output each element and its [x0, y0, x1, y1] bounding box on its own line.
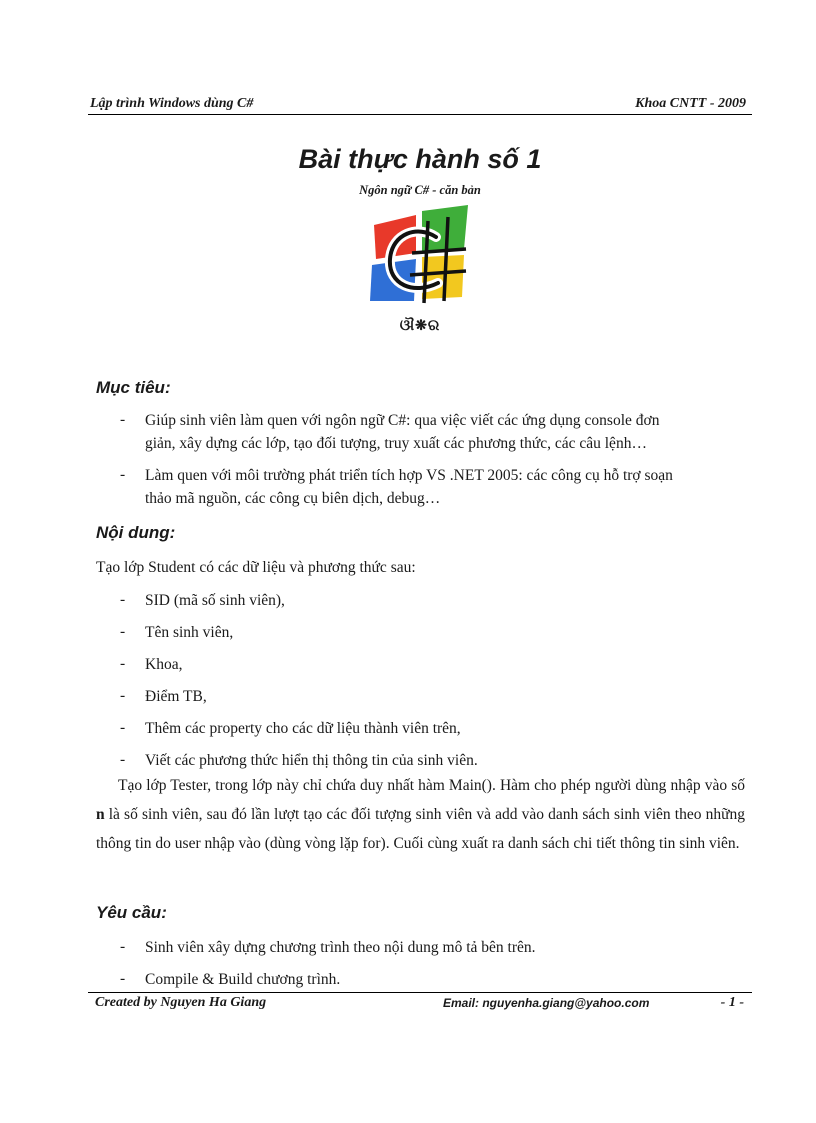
bullet-dash: -: [120, 623, 126, 640]
heading-objectives: Mục tiêu:: [96, 378, 171, 397]
requirement-item: Compile & Build chương trình.: [145, 971, 341, 988]
objective-item: [145, 409, 745, 455]
footer-page-number: - 1 -: [720, 995, 744, 1010]
tester-paragraph: [96, 771, 745, 858]
heading-requirements: Yêu cầu:: [96, 903, 167, 922]
content-intro: Tạo lớp Student có các dữ liệu và phương thức sau:: [96, 559, 416, 576]
page-footer: [88, 992, 752, 1015]
footer-author: Created by Nguyen Ha Giang: [95, 995, 267, 1010]
objective-line: giản, xây dựng các lớp, tạo đối tượng, truy xuất các phương thức, các câu lệnh…: [145, 435, 647, 452]
bullet-dash: -: [120, 687, 126, 704]
header-course-title: Lập trình Windows dùng C#: [90, 96, 254, 111]
objective-line: Giúp sinh viên làm quen với ngôn ngữ C#: qua việc viết các ứng dụng console đơn: [145, 412, 660, 429]
bullet-dash: -: [120, 466, 126, 483]
paragraph-text: là số sinh viên, sau đó lần lượt tạo các đối tượng sinh viên và add vào danh sách sinh viên theo những thông tin do user nhập vào (dùng vòng lặp for). Cuối cùng xuất ra danh sách chi tiết thông tin sinh viên.: [96, 806, 745, 852]
objective-item: [145, 464, 745, 510]
heading-content: Nội dung:: [96, 523, 176, 542]
bullet-dash: -: [120, 655, 126, 672]
objective-line: thảo mã nguồn, các công cụ biên dịch, debug…: [145, 490, 441, 507]
page-header: [88, 96, 752, 115]
header-department: Khoa CNTT - 2009: [635, 96, 746, 111]
ornament-divider: ଔ❋ର: [399, 318, 441, 334]
footer-email: Email: nguyenha.giang@yahoo.com: [443, 996, 650, 1010]
page-subtitle: Ngôn ngữ C# - căn bản: [359, 183, 481, 197]
objective-line: Làm quen với môi trường phát triển tích hợp VS .NET 2005: các công cụ hỗ trợ soạn: [145, 467, 673, 484]
bullet-dash: -: [120, 751, 126, 768]
page-title: Bài thực hành số 1: [298, 144, 542, 174]
content-item: Điểm TB,: [145, 688, 207, 705]
content-item: SID (mã số sinh viên),: [145, 592, 285, 609]
content-item: Thêm các property cho các dữ liệu thành viên trên,: [145, 720, 461, 737]
csharp-logo-icon: [366, 203, 476, 307]
paragraph-bold-n: n: [96, 806, 105, 823]
bullet-dash: -: [120, 938, 126, 955]
paragraph-text: Tạo lớp Tester, trong lớp này chỉ chứa duy nhất hàm Main(). Hàm cho phép người dùng nhập vào số: [118, 777, 745, 794]
content-item: Tên sinh viên,: [145, 624, 234, 641]
content-item: Khoa,: [145, 656, 183, 673]
bullet-dash: -: [120, 719, 126, 736]
bullet-dash: -: [120, 970, 126, 987]
requirement-item: Sinh viên xây dựng chương trình theo nội dung mô tả bên trên.: [145, 939, 536, 956]
bullet-dash: -: [120, 591, 126, 608]
content-item: Viết các phương thức hiển thị thông tin của sinh viên.: [145, 752, 478, 769]
bullet-dash: -: [120, 411, 126, 428]
